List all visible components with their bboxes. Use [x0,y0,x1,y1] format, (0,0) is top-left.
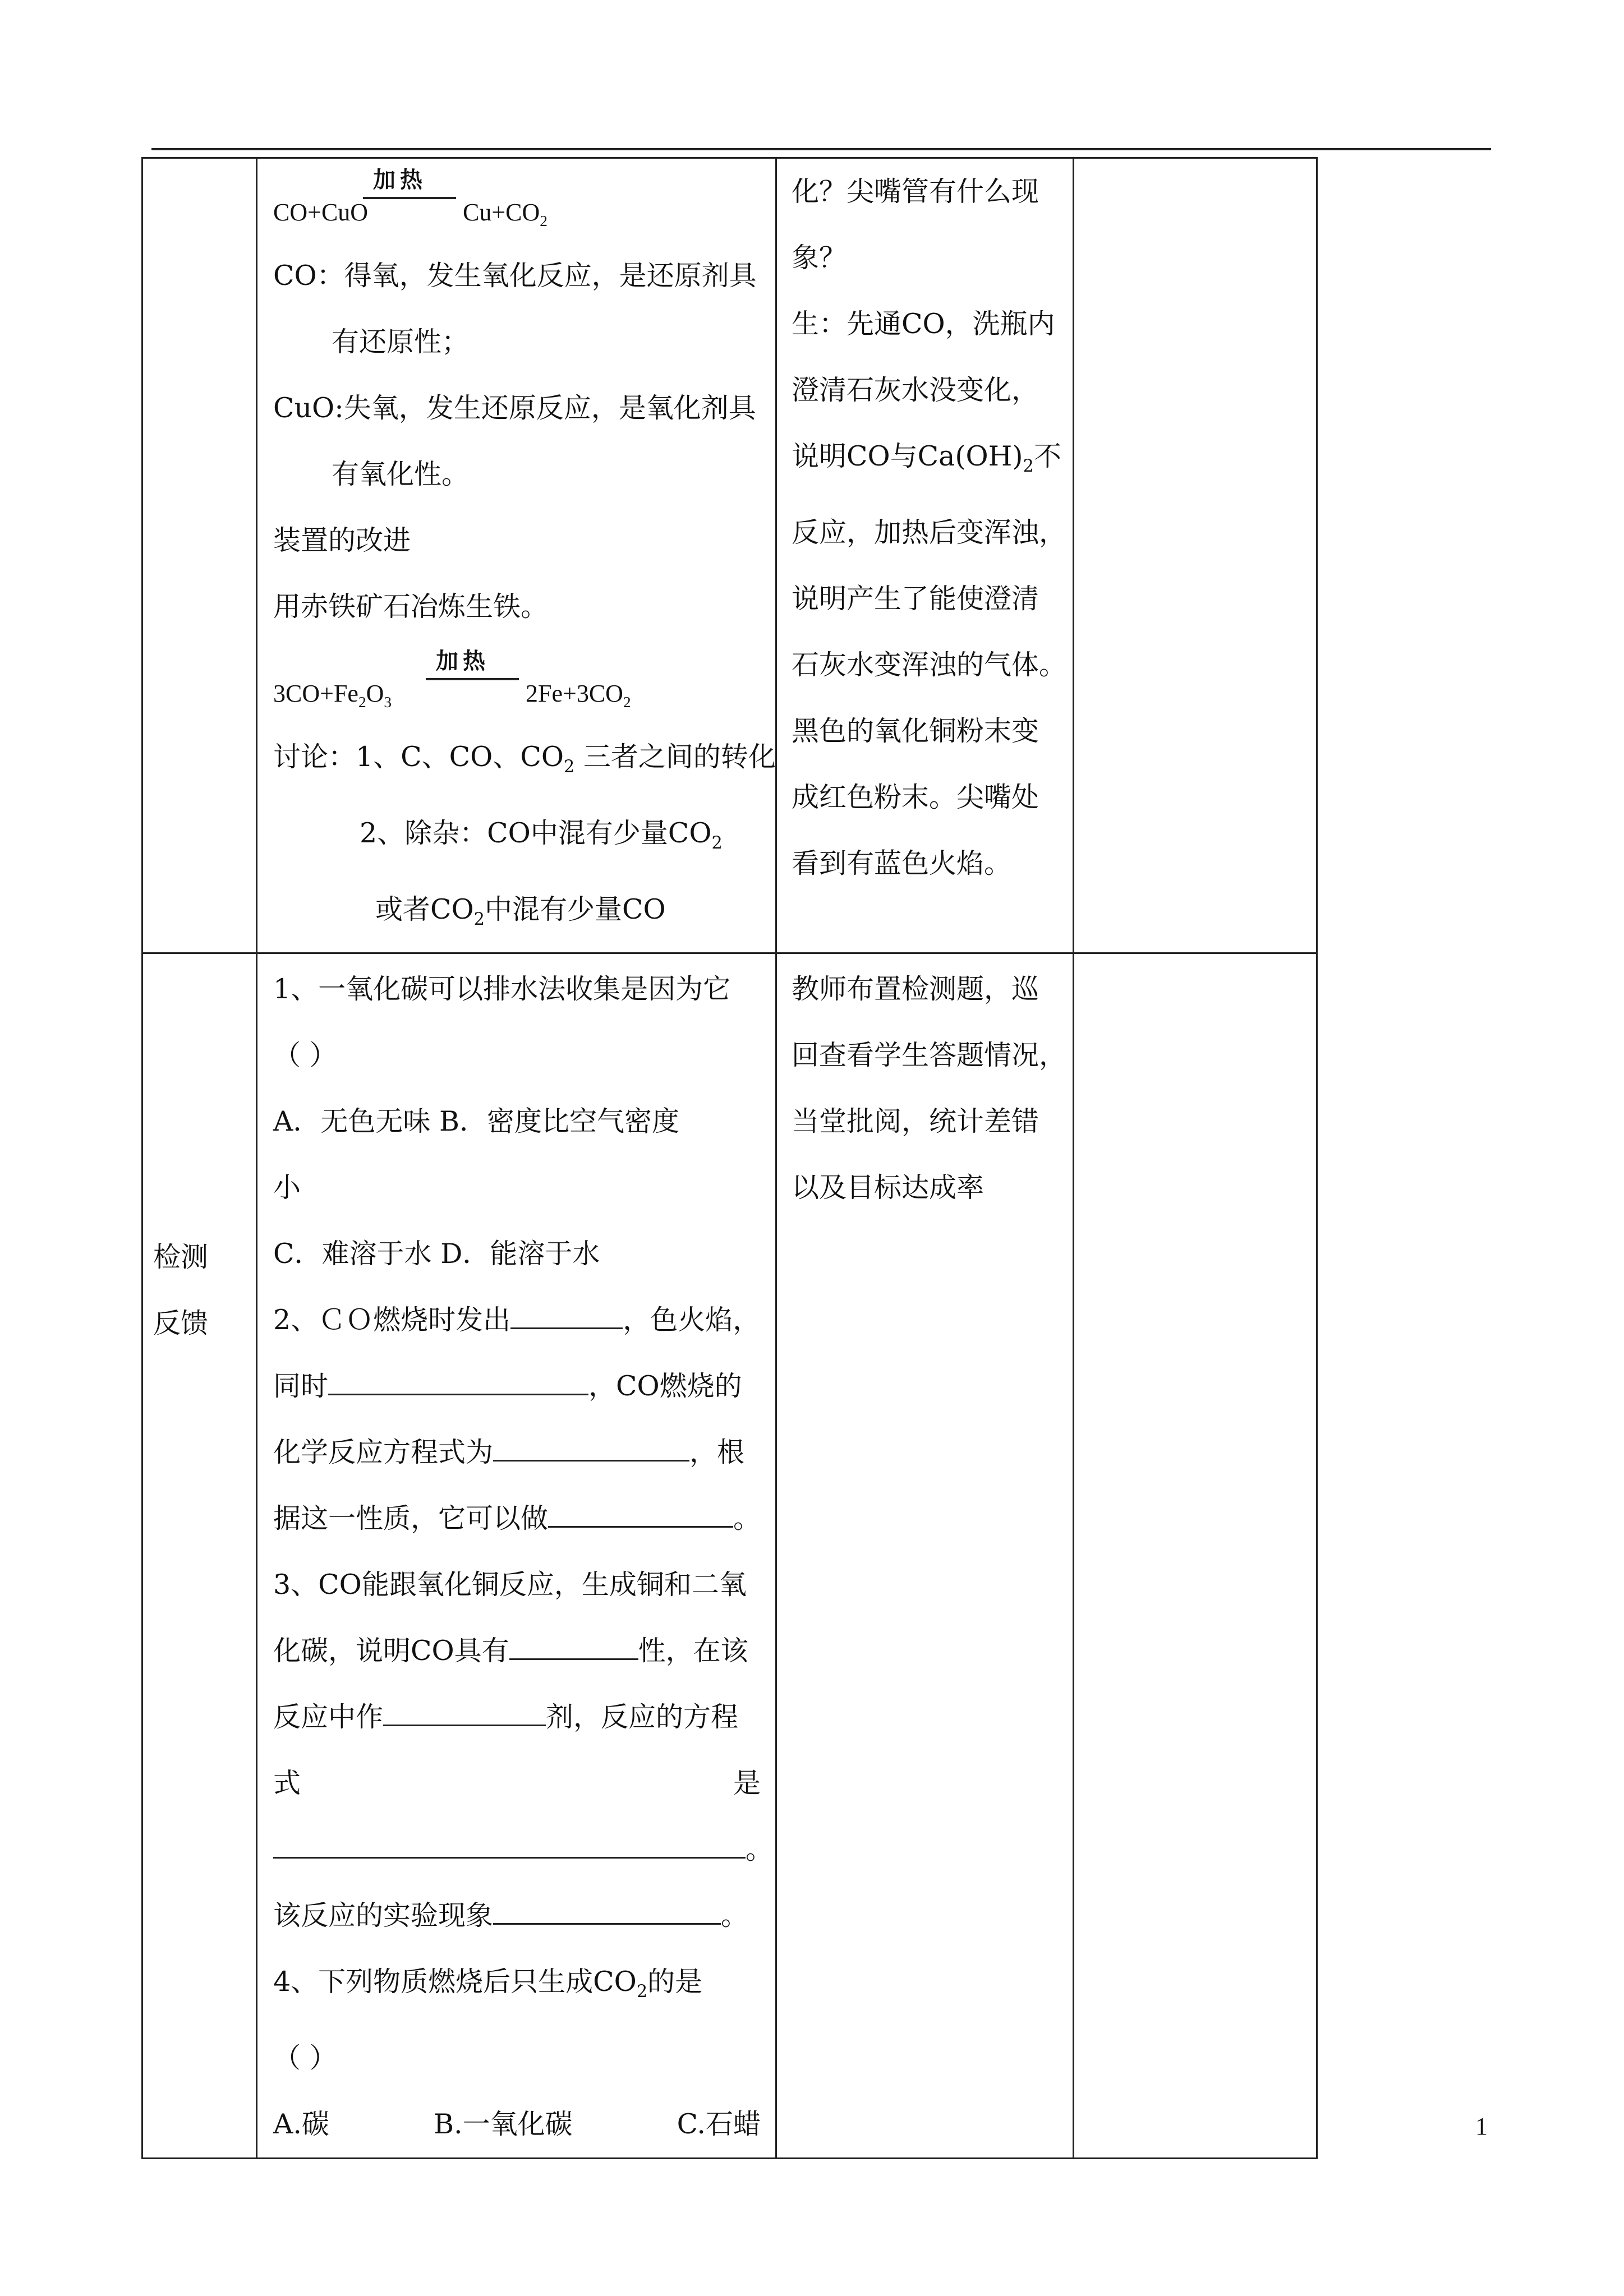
content-cell [257,158,776,953]
content-cell [257,953,776,2159]
activity-cell [776,953,1074,2159]
equation-lhs: CO+CuO [273,199,369,226]
page-number: 1 [1475,2113,1488,2140]
fill-blank[interactable] [510,1299,623,1329]
text-line: 说明CO与$Ca(OH)_2$不 [792,440,1061,476]
options-line: A.碳 B.一氧化碳 C.石蜡 [273,2108,761,2141]
section-label: 反馈 [153,1307,209,1340]
reaction-arrow [426,678,519,680]
equation-co-fe2o3 [273,640,761,724]
fill-blank[interactable] [493,1895,721,1925]
text-line: 黑色的氧化铜粉末变 [792,714,1039,747]
text-line: 。 [273,1816,761,1883]
answer-paren: （ ） [273,2042,337,2074]
fill-blank[interactable] [548,1498,733,1528]
text-line: 成红色粉末。尖嘴处 [792,781,1039,813]
table-row [142,953,1317,2159]
fill-blank[interactable] [383,1696,546,1726]
fill-blank[interactable] [273,1829,746,1859]
text-line: 或者$CO_2$中混有少量CO [375,893,666,929]
text-line: 象？ [792,242,847,274]
equation-co-cuo [273,159,761,243]
discussion-line: 讨论：1、C、CO、$CO_2$ 三者之间的转化 [273,741,776,777]
text-line: 式 是 [273,1767,761,1800]
label-cell [142,158,257,953]
section-label: 检测 [153,1241,209,1274]
header-rule [151,148,1491,150]
condition-heat: 加热 [373,167,427,193]
lesson-table [141,157,1318,2159]
text-line: CuO:失氧，发生还原反应，是氧化剂具 [273,392,756,424]
answer-paren: （ ） [273,1039,337,1072]
condition-heat: 加热 [436,648,490,674]
text-line: 用赤铁矿石冶炼生铁。 [273,591,549,623]
text-line: CO：得氧，发生氧化反应，是还原剂具 [273,260,757,292]
question-4: 4、下列物质燃烧后只生成$CO_2$的是 [273,1966,703,2002]
text-line: 教师布置检测题，巡 [792,973,1039,1006]
text-line: 以及目标达成率 [792,1172,984,1204]
text-line: 反应中作 剂，反应的方程 [273,1684,761,1750]
text-line: 生：先通CO，洗瓶内 [792,308,1055,340]
text-line: 当堂批阅，统计差错 [792,1105,1039,1138]
fill-blank[interactable] [509,1630,638,1660]
text-line: 2、除杂：CO中混有少量$CO_2$ [360,817,723,853]
activity-cell [776,158,1074,953]
question-3: 3、CO能跟氧化铜反应，生成铜和二氧 [273,1569,747,1601]
text-line: 同时 ，CO燃烧的 [273,1353,761,1419]
reaction-arrow [363,197,456,199]
text-line: 该反应的实验现象 。 [273,1883,761,1949]
text-line: 回查看学生答题情况， [792,1039,1067,1072]
text-line: 据这一性质，它可以做 。 [273,1486,761,1552]
fill-blank[interactable] [328,1366,588,1395]
equation-rhs: $Cu+CO_2$ [463,199,548,229]
equation-rhs: $2Fe+3CO_2$ [526,680,631,711]
question-1: 1、一氧化碳可以排水法收集是因为它 [273,973,731,1006]
options-line: C．难溶于水 D．能溶于水 [273,1238,600,1270]
notes-cell [1074,158,1317,953]
text-line: 石灰水变浑浊的气体。 [792,648,1067,681]
text-line: 化碳，说明CO具有 性，在该 [273,1618,761,1684]
table-row [142,158,1317,953]
text-line: 有还原性； [332,326,470,358]
text-line: 澄清石灰水没变化， [792,374,1039,406]
text-line: 装置的改进 [273,524,411,556]
text-line: 看到有蓝色火焰。 [792,847,1012,879]
notes-cell [1074,953,1317,2159]
text-line: 说明产生了能使澄清 [792,582,1039,615]
options-line: A．无色无味 B．密度比空气密度 [273,1105,679,1138]
label-cell [142,953,257,2159]
options-line: 小 [273,1172,301,1204]
question-2: 2、ＣＯ燃烧时发出 ，色火焰， [273,1287,761,1353]
text-line: 反应，加热后变浑浊， [792,516,1067,548]
text-line: 化？尖嘴管有什么现 [792,176,1039,208]
text-line: 化学反应方程式为 ，根 [273,1419,761,1486]
fill-blank[interactable] [493,1432,689,1461]
equation-lhs: $3CO+Fe_2O_3$ [273,680,392,711]
text-line: 有氧化性。 [332,458,470,490]
